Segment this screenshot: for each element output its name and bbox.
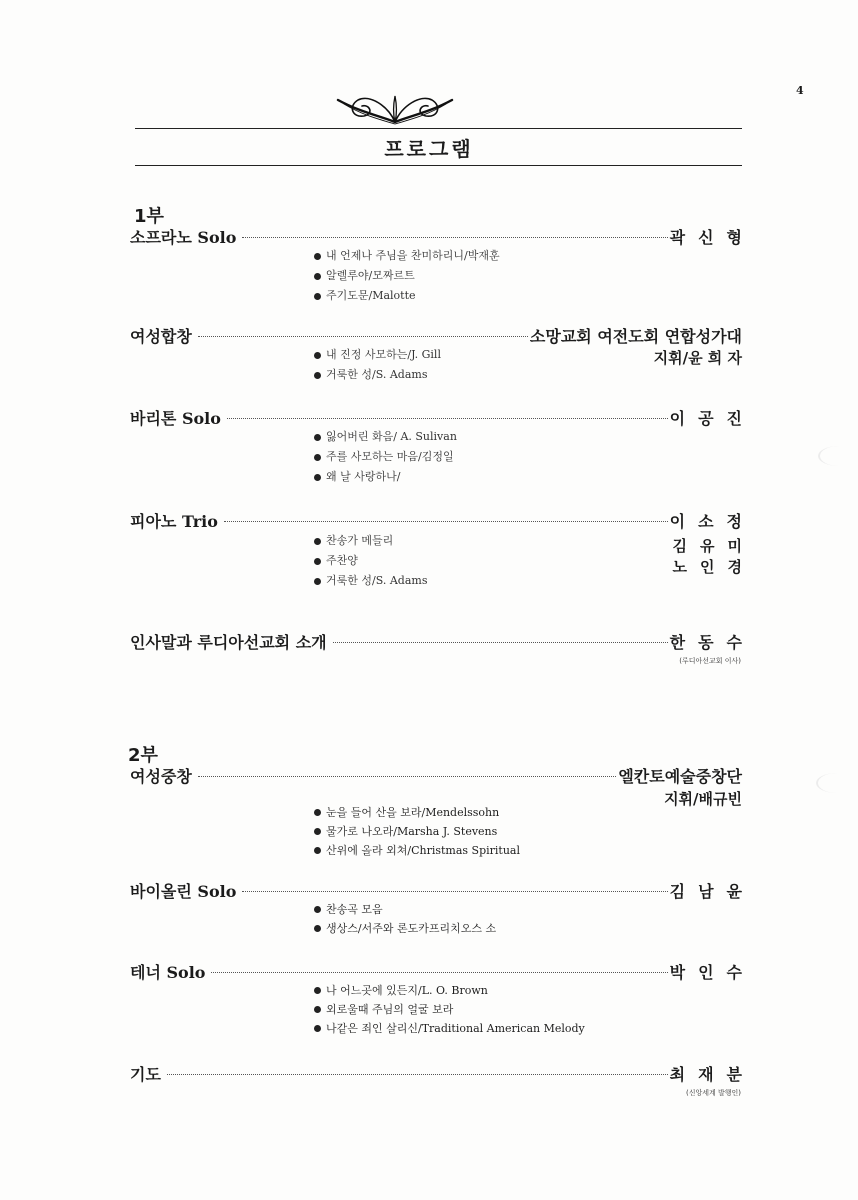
- leader-dots: [211, 972, 667, 973]
- item-label: 기도: [130, 1065, 161, 1084]
- song-item: 찬송가 메들리: [314, 531, 427, 551]
- program-item-prayer: [130, 1062, 755, 1086]
- leader-dots: [227, 418, 668, 419]
- song-item: 알렐루야/모짜르트: [314, 266, 500, 286]
- performer-name: 엘칸토예술중창단: [618, 767, 742, 786]
- song-list: [314, 246, 500, 306]
- leader-dots: [242, 891, 667, 892]
- bullet-icon: [314, 558, 321, 565]
- bullet-icon: [314, 906, 321, 913]
- song-item: 내 언제나 주님을 찬미하리니/박재훈: [314, 246, 500, 266]
- part-1-heading: 1부: [134, 206, 164, 227]
- conductor-name: 지휘/윤 희 자: [653, 349, 742, 367]
- song-item: 찬송곡 모음: [314, 900, 496, 919]
- performer-name: 박인수: [669, 963, 755, 982]
- song-item: 나 어느곳에 있든지/L. O. Brown: [314, 981, 585, 1000]
- bullet-icon: [314, 925, 321, 932]
- song-item: 주를 사모하는 마음/김정일: [314, 447, 457, 467]
- bullet-icon: [314, 273, 321, 280]
- song-item: 내 진정 사모하는/J. Gill: [314, 345, 441, 365]
- leader-dots: [242, 237, 667, 238]
- song-item: 주기도문/Malotte: [314, 286, 500, 306]
- item-label: 소프라노 Solo: [130, 228, 237, 247]
- item-label: 바이올린 Solo: [130, 882, 237, 901]
- performer-name: 곽신형: [669, 228, 755, 247]
- bullet-icon: [314, 987, 321, 994]
- bullet-icon: [314, 434, 321, 441]
- bullet-icon: [314, 809, 321, 816]
- bullet-icon: [314, 372, 321, 379]
- song-item: 물가로 나오라/Marsha J. Stevens: [314, 822, 520, 841]
- song-item: 눈을 들어 산을 보라/Mendelssohn: [314, 803, 520, 822]
- song-item: 나같은 죄인 살리신/Traditional American Melody: [314, 1019, 585, 1038]
- bullet-icon: [314, 474, 321, 481]
- song-item: 외로울때 주님의 얼굴 보라: [314, 1000, 585, 1019]
- flourish-ornament-icon: [330, 66, 460, 134]
- performer-name: 최재분: [669, 1065, 755, 1084]
- song-item: 거룩한 성/S. Adams: [314, 571, 427, 591]
- title-top-rule: [135, 128, 742, 129]
- item-label: 피아노 Trio: [130, 512, 218, 531]
- leader-dots: [224, 521, 668, 522]
- song-item: 주찬양: [314, 551, 427, 571]
- performer-affiliation: (신앙세계 발행인): [685, 1089, 741, 1097]
- song-item: 생상스/서주와 론도카프리치오스 소: [314, 919, 496, 938]
- leader-dots: [198, 776, 617, 777]
- paper-mark: [816, 773, 858, 793]
- bullet-icon: [314, 538, 321, 545]
- song-item: 왜 날 사랑하나/: [314, 467, 457, 487]
- bullet-icon: [314, 293, 321, 300]
- song-list: [314, 345, 441, 385]
- item-label: 인사말과 루디아선교회 소개: [130, 633, 327, 652]
- bullet-icon: [314, 578, 321, 585]
- leader-dots: [198, 336, 528, 337]
- item-label: 바리톤 Solo: [130, 409, 221, 428]
- item-label: 여성중창: [130, 767, 192, 786]
- song-item: 잃어버린 화음/ A. Sulivan: [314, 427, 457, 447]
- bullet-icon: [314, 828, 321, 835]
- performer-name: 소망교회 여전도회 연합성가대: [529, 327, 742, 346]
- song-item: 산위에 올라 외쳐/Christmas Spiritual: [314, 841, 520, 860]
- item-label: 여성합창: [130, 327, 192, 346]
- bullet-icon: [314, 1025, 321, 1032]
- bullet-icon: [314, 847, 321, 854]
- song-list: [314, 531, 427, 591]
- conductor-name: 지휘/배규빈: [664, 790, 742, 808]
- song-list: [314, 900, 496, 938]
- page-title: 프로그램: [384, 137, 474, 161]
- performer-name: 이소정: [669, 512, 755, 531]
- program-item-womens-ensemble: [130, 764, 742, 788]
- performer-affiliation: (루디아선교회 이사): [679, 657, 741, 665]
- performer-name-2: 김유미: [672, 537, 755, 555]
- bullet-icon: [314, 1006, 321, 1013]
- performer-name: 김남윤: [669, 882, 755, 901]
- song-item: 거룩한 성/S. Adams: [314, 365, 441, 385]
- part-2-heading: 2부: [128, 745, 158, 766]
- song-list: [314, 803, 520, 860]
- performer-name: 이공진: [669, 409, 755, 428]
- program-item-greeting: [130, 630, 755, 654]
- song-list: [314, 427, 457, 487]
- song-list: [314, 981, 585, 1038]
- leader-dots: [333, 642, 668, 643]
- program-item-piano-trio: [130, 509, 755, 533]
- paper-mark: [818, 446, 858, 466]
- bullet-icon: [314, 253, 321, 260]
- performer-name: 한동수: [669, 633, 755, 652]
- item-label: 테너 Solo: [130, 963, 206, 982]
- leader-dots: [167, 1074, 668, 1075]
- title-bottom-rule: [135, 165, 742, 166]
- bullet-icon: [314, 454, 321, 461]
- performer-name-3: 노인경: [672, 558, 755, 576]
- bullet-icon: [314, 352, 321, 359]
- page-number: 4: [796, 84, 804, 97]
